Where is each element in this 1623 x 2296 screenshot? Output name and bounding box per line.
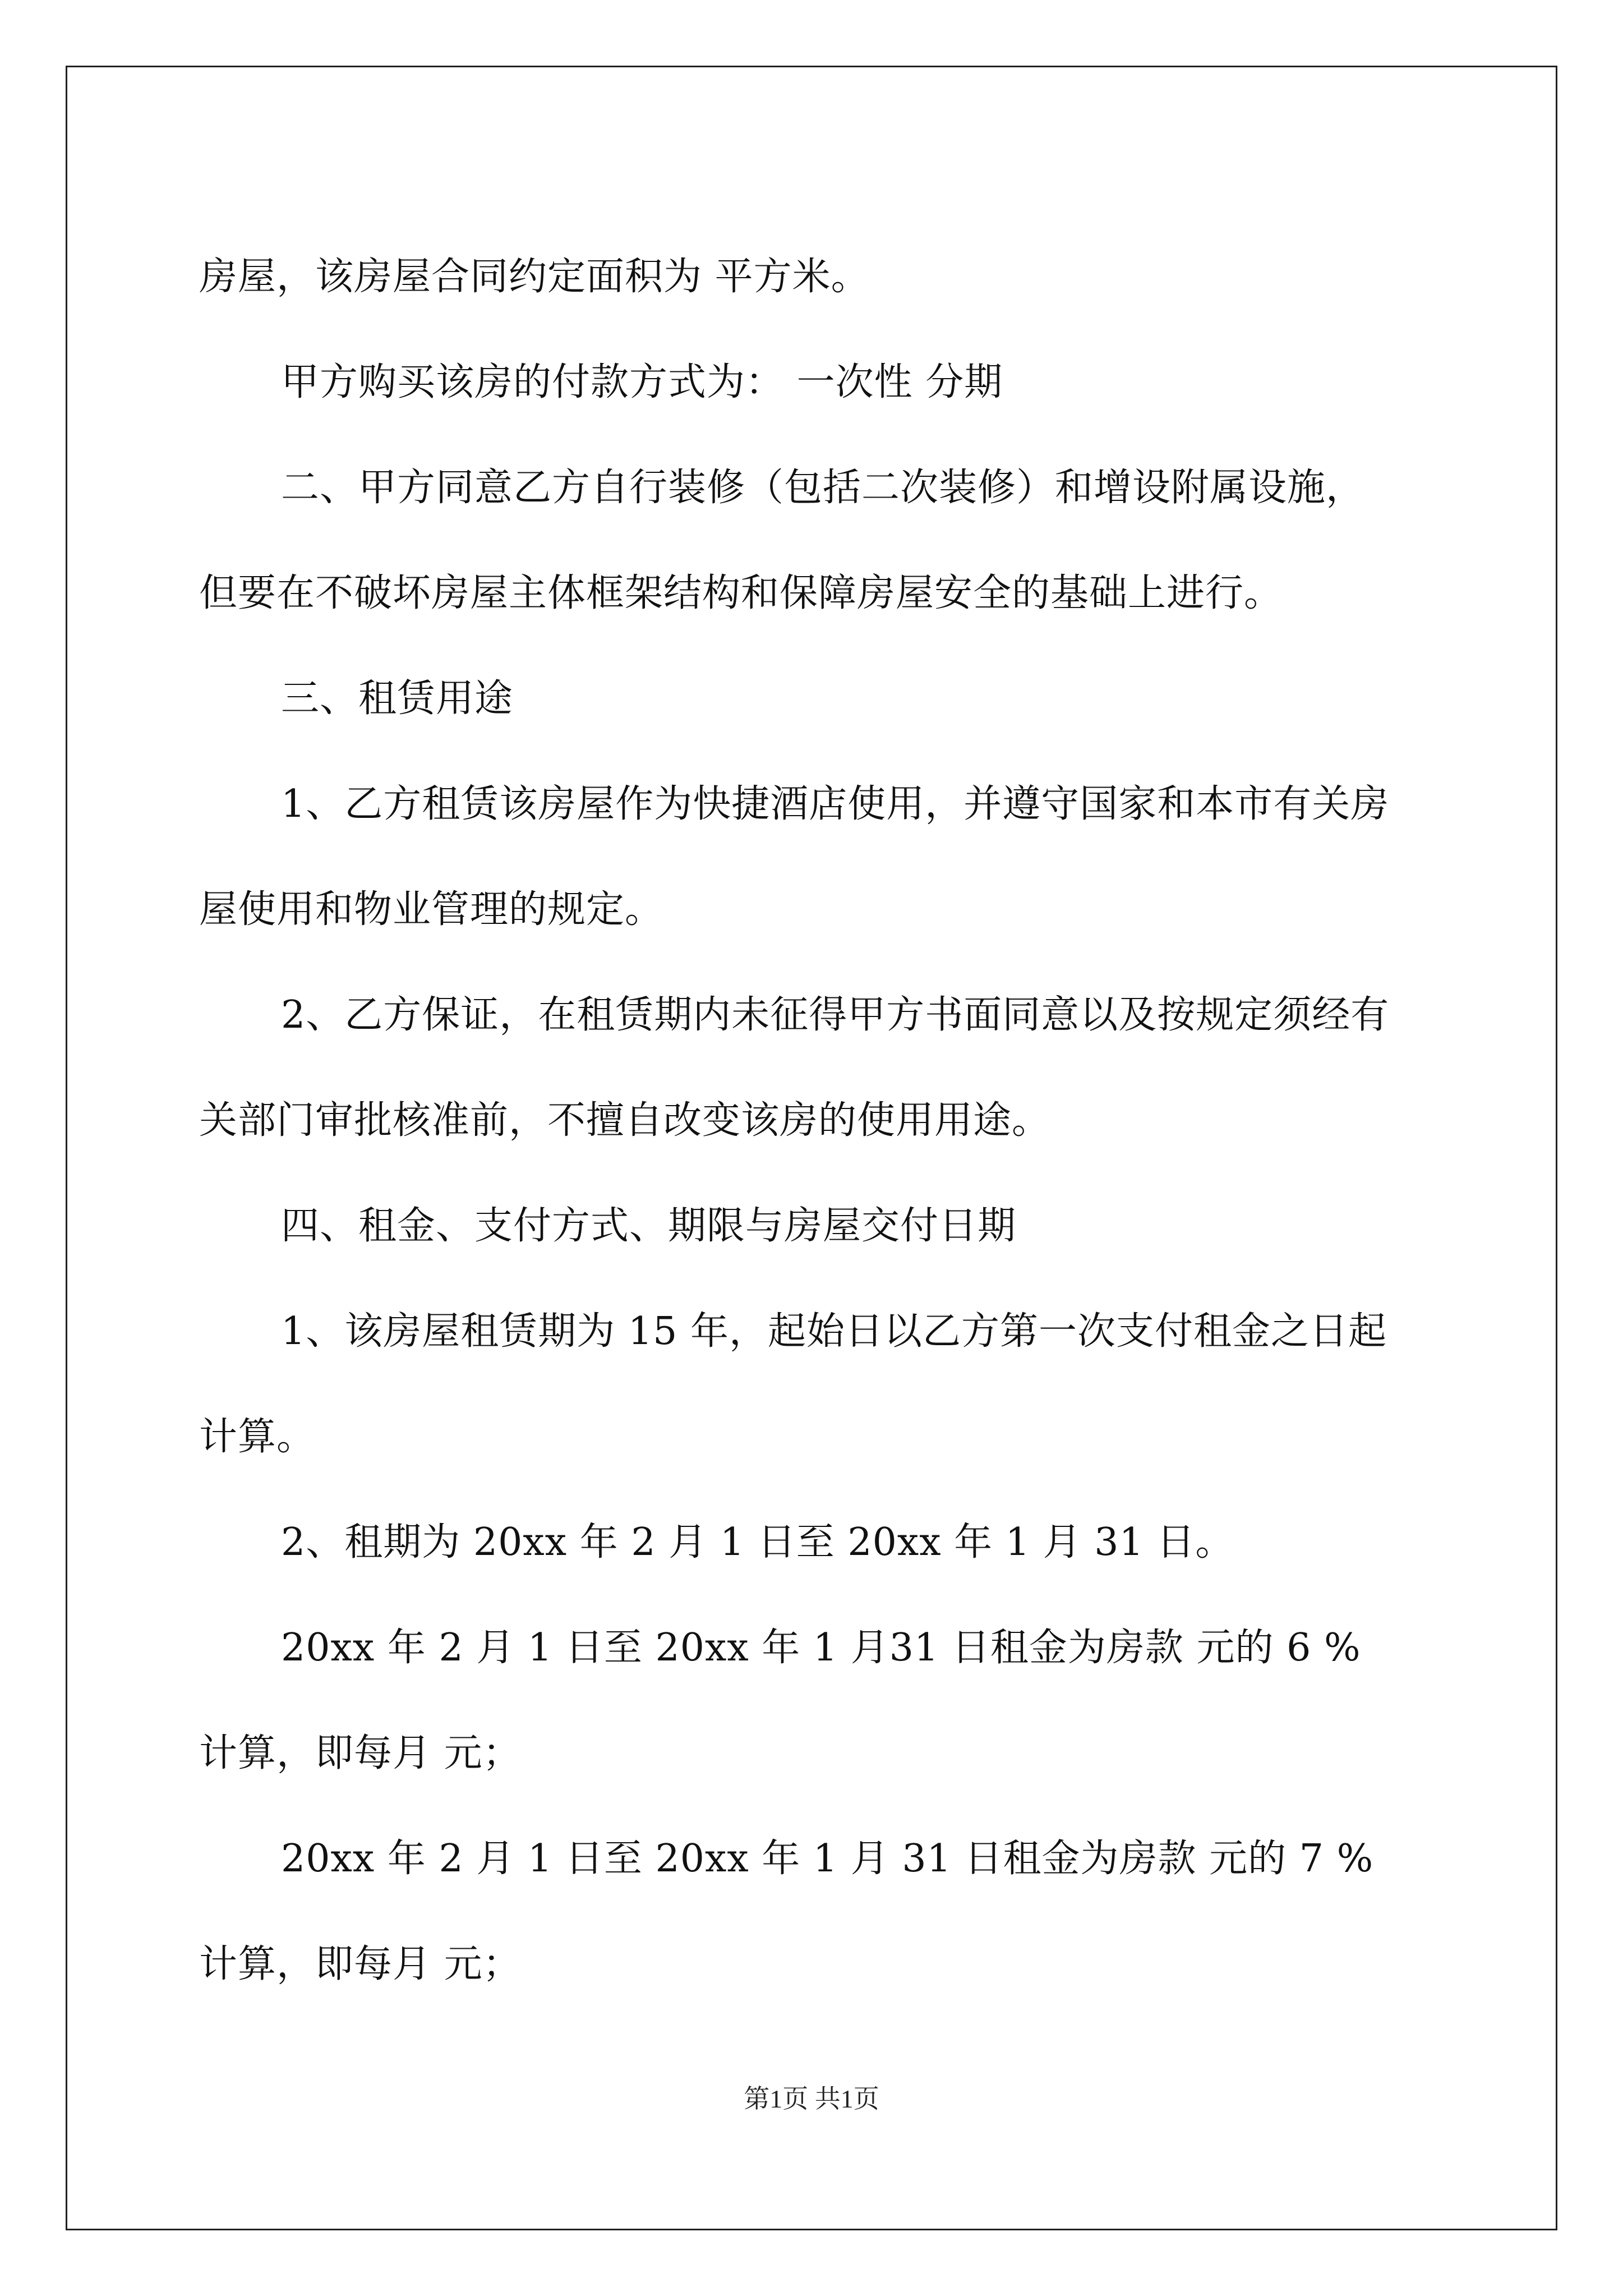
paragraph-12: 计算。 — [199, 1415, 316, 1459]
paragraph-1: 房屋，该房屋合同约定面积为 平方米。 — [199, 255, 870, 299]
paragraph-3: 二、甲方同意乙方自行装修（包括二次装修）和增设附属设施， — [281, 466, 1365, 510]
paragraph-4: 但要在不破坏房屋主体框架结构和保障房屋安全的基础上进行。 — [199, 571, 1283, 615]
section-heading-rent: 四、租金、支付方式、期限与房屋交付日期 — [281, 1204, 1017, 1248]
paragraph-8: 2、乙方保证，在租赁期内未征得甲方书面同意以及按规定须经有 — [281, 993, 1390, 1037]
paragraph-16: 20xx 年 2 月 1 日至 20xx 年 1 月 31 日租金为房款 元的 7 % — [281, 1837, 1374, 1881]
paragraph-14: 20xx 年 2 月 1 日至 20xx 年 1 月31 日租金为房款 元的 6 % — [281, 1626, 1361, 1670]
paragraph-2: 甲方购买该房的付款方式为： 一次性 分期 — [281, 360, 1003, 404]
paragraph-7: 屋使用和物业管理的规定。 — [199, 887, 664, 932]
paragraph-15: 计算，即每月 元； — [199, 1731, 522, 1775]
paragraph-17: 计算，即每月 元； — [199, 1942, 522, 1986]
paragraph-11: 1、该房屋租赁期为 15 年，起始日以乙方第一次支付租金之日起 — [281, 1309, 1387, 1354]
section-heading-usage: 三、租赁用途 — [281, 677, 514, 721]
document-body — [199, 224, 1461, 2017]
paragraph-6: 1、乙方租赁该房屋作为快捷酒店使用，并遵守国家和本市有关房 — [281, 782, 1390, 826]
paragraph-9: 关部门审批核准前，不擅自改变该房的使用用途。 — [199, 1098, 1051, 1143]
page-footer: 第1页 共1页 — [744, 2085, 879, 2113]
paragraph-13: 2、租期为 20xx 年 2 月 1 日至 20xx 年 1 月 31 日。 — [281, 1520, 1234, 1565]
